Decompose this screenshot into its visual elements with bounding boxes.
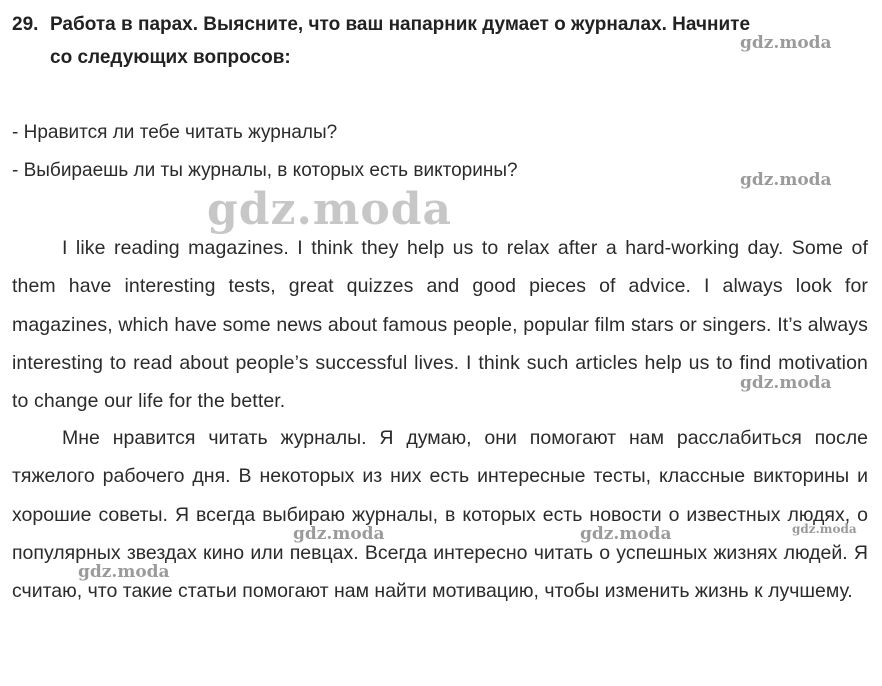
watermark-large: gdz.moda (207, 184, 453, 235)
task-heading-line2: со следующих вопросов: (50, 47, 291, 68)
question-2: - Выбираешь ли ты журналы, в которых есть викторины? (12, 160, 518, 181)
answer-russian: Мне нравится читать журналы. Я думаю, они помогают нам расслабиться после тяжелого рабочего дня. В некоторых из них есть интересные тесты, классные викторины и хорошие советы. Я всегда выбираю журналы, в которых есть новости о известных людях, о популярных звездах кино или певцах. Всегда интересно читать о успешных жизнях людей. Я считаю, что такие статьи помогают нам найти мотивацию, чтобы изменить жизнь к лучшему. (12, 427, 868, 603)
question-1: - Нравится ли тебе читать журналы? (12, 122, 338, 143)
watermark: gdz.moda (78, 562, 170, 582)
task-heading-line1: Работа в парах. Выясните, что ваш напарник думает о журналах. Начните (50, 14, 751, 35)
watermark: gdz.moda (792, 522, 857, 536)
watermark: gdz.moda (580, 524, 672, 544)
answer-english: I like reading magazines. I think they help us to relax after a hard-working day. Some of them have interesting tests, great quizzes and good pieces of advice. I always look for magazines, which have some news about famous people, popular film stars or singers. It’s always interesting to read about people’s successful lives. I think such articles help us to find motivation to change our life for the better. (12, 237, 868, 413)
watermark: gdz.moda (740, 33, 832, 53)
watermark: gdz.moda (740, 170, 832, 190)
watermark: gdz.moda (293, 524, 385, 544)
watermark: gdz.moda (740, 373, 832, 393)
task-number: 29. (12, 14, 39, 35)
